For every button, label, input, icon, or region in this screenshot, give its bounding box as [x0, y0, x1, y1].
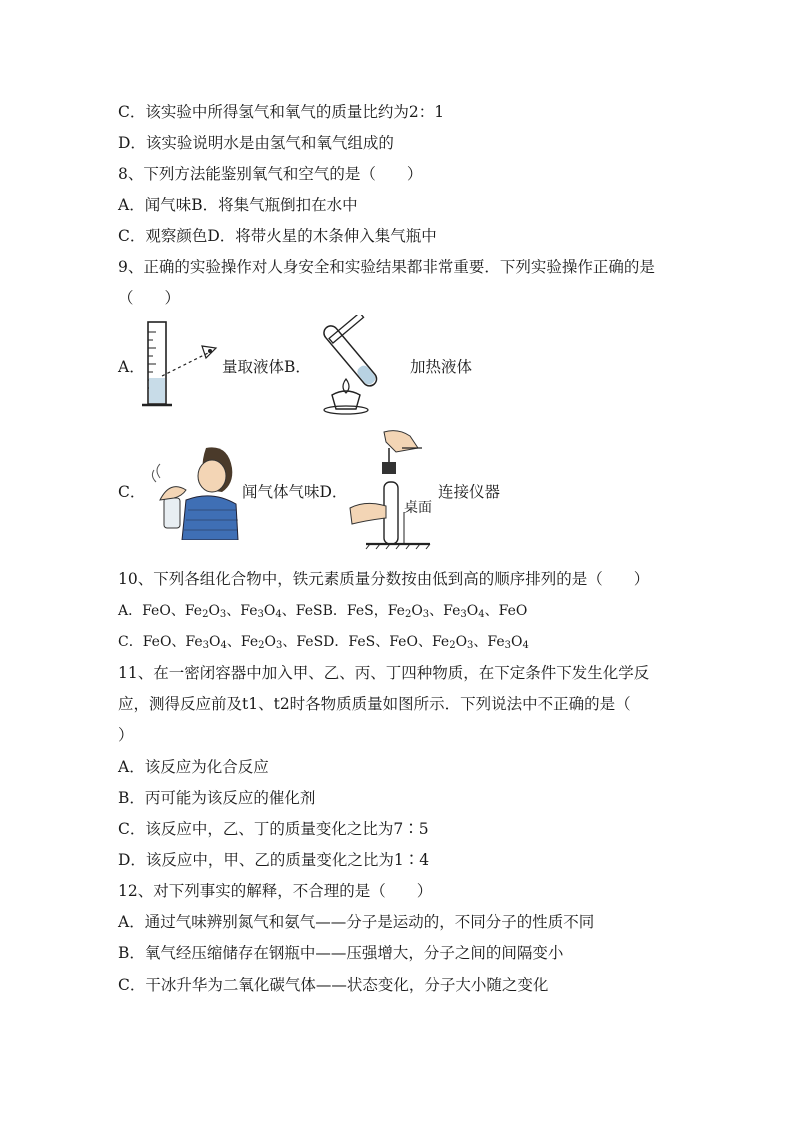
smelling-gas-illustration	[146, 440, 242, 540]
q11-option-c: C．该反应中，乙、丁的质量变化之比为7∶5	[118, 820, 429, 838]
q9-option-c-label: 闻气体气味D．	[242, 483, 348, 501]
heating-test-tube-illustration	[306, 315, 406, 415]
q7-option-c: C．该实验中所得氢气和氧气的质量比约为2：1	[118, 103, 445, 121]
connecting-apparatus-illustration	[346, 428, 436, 550]
q11-stem-line1: 11、在一密闭容器中加入甲、乙、丙、丁四种物质，在下定条件下发生化学反	[118, 664, 650, 682]
q11-option-b: B．丙可能为该反应的催化剂	[118, 789, 316, 807]
q12-option-b: B．氧气经压缩储存在钢瓶中——压强增大，分子之间的间隔变小	[118, 944, 564, 962]
q10-stem: 10、下列各组化合物中，铁元素质量分数按由低到高的顺序排列的是（ ）	[118, 570, 650, 588]
graduated-cylinder-illustration	[140, 318, 220, 412]
q9-option-d-label: 连接仪器	[438, 483, 501, 501]
q9-option-a-prefix: A．	[118, 358, 145, 376]
q7-option-d: D．该实验说明水是由氢气和氧气组成的	[118, 134, 394, 152]
desk-label: 桌面	[404, 500, 432, 516]
q10-options-ab: A．FeO、$Fe_2O_3$、$Fe_3O_4$、FeSB．FeS，$Fe_2O_3$、$Fe_3O_4$、FeO	[118, 603, 528, 620]
q12-option-a: A．通过气味辨别氮气和氨气——分子是运动的，不同分子的性质不同	[118, 913, 595, 931]
q11-option-a: A．该反应为化合反应	[118, 758, 269, 776]
q9-option-b-label: 加热液体	[410, 358, 473, 376]
q9-option-a-label: 量取液体B．	[222, 358, 311, 376]
q11-option-d: D．该反应中，甲、乙的质量变化之比为1∶4	[118, 851, 430, 869]
q11-stem-line3: ）	[118, 726, 134, 744]
q12-stem: 12、对下列事实的解释，不合理的是（ ）	[118, 882, 433, 900]
q9-stem-bracket: （ ）	[118, 289, 181, 307]
q8-stem: 8、下列方法能鉴别氧气和空气的是（ ）	[118, 165, 423, 183]
q8-options-cd: C．观察颜色D．将带火星的木条伸入集气瓶中	[118, 227, 437, 245]
q9-option-c-prefix: C．	[118, 483, 146, 501]
q12-option-c: C．干冰升华为二氧化碳气体——状态变化，分子大小随之变化	[118, 976, 549, 994]
q10-options-cd: C．FeO、$Fe_3O_4$、$Fe_2O_3$、FeSD．FeS、FeO、$Fe_2O_3$、$Fe_3O_4$	[118, 634, 529, 651]
q9-stem: 9、正确的实验操作对人身安全和实验结果都非常重要．下列实验操作正确的是	[118, 258, 655, 276]
q8-options-ab: A．闻气味B．将集气瓶倒扣在水中	[118, 196, 358, 214]
q11-stem-line2: 应，测得反应前及t1、t2时各物质质量如图所示．下列说法中不正确的是（	[118, 695, 631, 713]
